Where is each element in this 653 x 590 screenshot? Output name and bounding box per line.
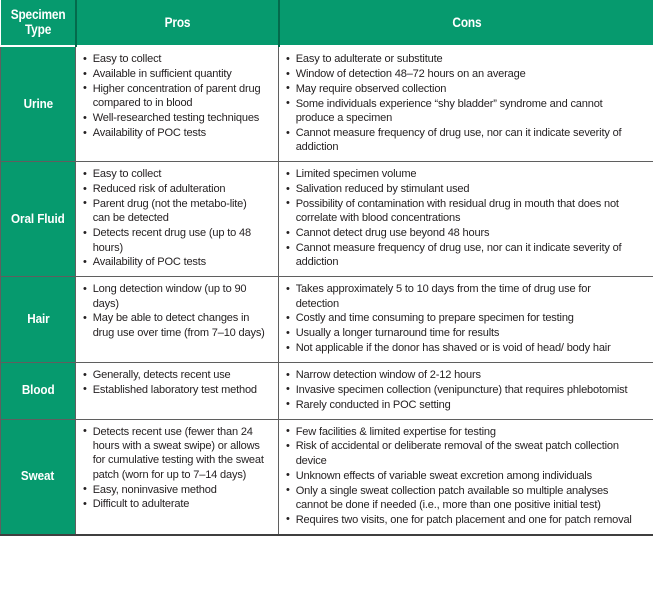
specimen-type-cell <box>1 277 76 363</box>
pros-cell <box>76 419 279 535</box>
cons-list-item: • Easy to adulterate or substitute <box>286 52 635 66</box>
cons-cell <box>279 363 653 420</box>
pros-list-item: • Difficult to adulterate <box>83 497 265 511</box>
specimen-type-label: Blood <box>21 382 55 398</box>
table-header-row <box>1 0 653 46</box>
cons-list-item: • Usually a longer turnaround time for results <box>286 326 635 340</box>
table-body <box>1 46 653 534</box>
cons-list-item: • Only a single sweat collection patch available so multiple analyses cannot be done if needed (i.e., more than one positive initial test) <box>286 484 635 513</box>
pros-cell <box>76 162 279 277</box>
cons-list-item: • Risk of accidental or deliberate removal of the sweat patch collection device <box>286 439 635 468</box>
pros-list-item: • Detects recent use (fewer than 24 hours with a sweat swipe) or allows for cumulative testing with the sweat patch (worn for up to 7–14 days) <box>83 425 265 482</box>
pros-list-item: • Availability of POC tests <box>83 126 265 140</box>
cons-list <box>286 425 646 528</box>
cons-list-item: • Few facilities & limited expertise for testing <box>286 425 635 439</box>
pros-list <box>83 167 271 270</box>
cons-list-item: • Invasive specimen collection (venipuncture) that requires phlebotomist <box>286 383 635 397</box>
cons-list <box>286 52 646 155</box>
cons-list-item: • Window of detection 48–72 hours on an average <box>286 67 635 81</box>
cons-list <box>286 282 646 355</box>
cons-list-item: • Cannot detect drug use beyond 48 hours <box>286 226 635 240</box>
pros-list-item: • May be able to detect changes in drug use over time (from 7–10 days) <box>83 311 265 340</box>
cons-list-item: • Not applicable if the donor has shaved or is void of head/ body hair <box>286 341 635 355</box>
pros-list <box>83 282 271 340</box>
cons-list-item: • Requires two visits, one for patch placement and one for patch removal <box>286 513 635 527</box>
cons-list-item: • Cannot measure frequency of drug use, nor can it indicate severity of addiction <box>286 241 635 270</box>
table-row <box>1 162 653 277</box>
specimen-type-cell <box>1 363 76 420</box>
cons-list-item: • Salivation reduced by stimulant used <box>286 182 635 196</box>
column-header-pros: Pros <box>88 0 267 46</box>
pros-list-item: • Higher concentration of parent drug compared to in blood <box>83 82 265 111</box>
pros-list-item: • Easy, noninvasive method <box>83 483 265 497</box>
cons-cell <box>279 419 653 535</box>
cons-list-item: • Some individuals experience “shy bladder” syndrome and cannot produce a specimen <box>286 97 635 126</box>
specimen-type-cell <box>1 46 76 162</box>
table-header <box>1 0 653 46</box>
cons-list-item: • Limited specimen volume <box>286 167 635 181</box>
cons-cell <box>279 46 653 162</box>
pros-list-item: • Well-researched testing techniques <box>83 111 265 125</box>
cons-list-item: • Unknown effects of variable sweat excretion among individuals <box>286 469 635 483</box>
cons-list <box>286 368 646 412</box>
column-header-specimen-type-line1: Specimen <box>10 7 65 22</box>
table-row <box>1 363 653 420</box>
pros-cell <box>76 46 279 162</box>
pros-cell <box>76 277 279 363</box>
table-row <box>1 419 653 535</box>
specimen-type-cell <box>1 419 76 535</box>
specimen-type-label: Hair <box>26 311 50 327</box>
cons-list-item: • Rarely conducted in POC setting <box>286 398 635 412</box>
cons-list <box>286 167 646 270</box>
cons-list-item: • Possibility of contamination with residual drug in mouth that does not correlate with blood concentrations <box>286 197 635 226</box>
specimen-type-label: Sweat <box>21 468 55 484</box>
column-header-cons: Cons <box>301 0 631 46</box>
cons-list-item: • Takes approximately 5 to 10 days from the time of drug use for detection <box>286 282 635 311</box>
specimen-type-label: Oral Fluid <box>11 210 65 226</box>
pros-cell <box>76 363 279 420</box>
cons-list-item: • Costly and time consuming to prepare specimen for testing <box>286 311 635 325</box>
pros-list-item: • Availability of POC tests <box>83 255 265 269</box>
cons-list-item: • Cannot measure frequency of drug use, nor can it indicate severity of addiction <box>286 126 635 155</box>
cons-list-item: • May require observed collection <box>286 82 635 96</box>
specimen-type-label: Urine <box>23 95 53 111</box>
cons-cell <box>279 277 653 363</box>
pros-list-item: • Available in sufficient quantity <box>83 67 265 81</box>
column-header-specimen-type <box>5 0 71 46</box>
pros-list-item: • Established laboratory test method <box>83 383 265 397</box>
pros-list <box>83 368 271 397</box>
pros-list <box>83 52 271 140</box>
cons-cell <box>279 162 653 277</box>
pros-list-item: • Long detection window (up to 90 days) <box>83 282 265 311</box>
pros-list <box>83 425 271 512</box>
table-row <box>1 46 653 162</box>
cons-list-item: • Narrow detection window of 2-12 hours <box>286 368 635 382</box>
pros-list-item: • Easy to collect <box>83 167 265 181</box>
pros-list-item: • Reduced risk of adulteration <box>83 182 265 196</box>
pros-list-item: • Easy to collect <box>83 52 265 66</box>
pros-list-item: • Detects recent drug use (up to 48 hours) <box>83 226 265 255</box>
table-row <box>1 277 653 363</box>
column-header-specimen-type-line2: Type <box>24 22 51 38</box>
pros-list-item: • Generally, detects recent use <box>83 368 265 382</box>
pros-list-item: • Parent drug (not the metabo-lite) can be detected <box>83 197 265 226</box>
specimen-type-cell <box>1 162 76 277</box>
